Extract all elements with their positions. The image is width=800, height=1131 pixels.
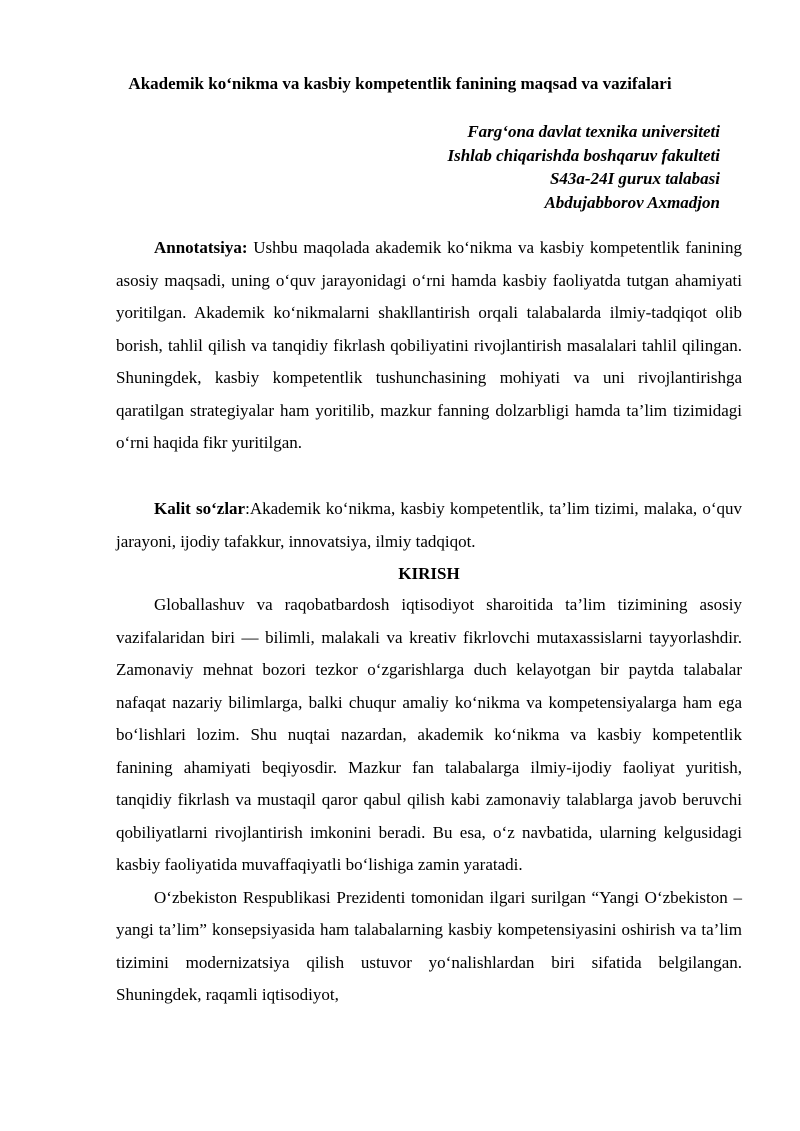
author-group: S43a-24I gurux talabasi xyxy=(549,169,720,188)
intro-section xyxy=(116,589,742,1012)
keywords-section xyxy=(116,493,742,558)
intro-paragraph-1: Globallashuv va raqobatbardosh iqtisodiyot sharoitida ta’lim tizimining asosiy vazifalaridan biri — bilimli, malakali va kreativ fikrlovchi mutaxassislarni tayyorlashdir. Zamonaviy mehnat bozori tezkor o‘zgarishlarga duch kelayotgan bir paytda talabalar nafaqat nazariy bilimlarga, balki chuqur amaliy ko‘nikma va kompetensiyalarga ham ega bo‘lishlari lozim. Shu nuqtai nazardan, akademik ko‘nikma va kasbiy kompetentlik fanining ahamiyati beqiyosdir. Mazkur fan talabalarga ilmiy-ijodiy faoliyat yuritish, tanqidiy fikrlash va mustaqil qaror qabul qilish kabi zamonaviy talablarga javob beruvchi qobiliyatlarni rivojlantirish imkonini beradi. Bu esa, o‘z navbatida, ularning kelgusidagi kasbiy faoliyatida muvaffaqiyatli bo‘lishiga zamin yaratadi. xyxy=(116,595,742,874)
abstract-label: Annotatsiya: xyxy=(154,238,248,257)
keywords-paragraph xyxy=(116,493,742,558)
abstract-section xyxy=(116,232,742,460)
intro-paragraph-2: O‘zbekiston Respublikasi Prezidenti tomonidan ilgari surilgan “Yangi O‘zbekiston – yangi ta’lim” konsepsiyasida ham talabalarning kasbiy kompetensiyasini oshirish va ta’lim tizimini modernizatsiya qilish ustuvor yo‘nalishlardan biri sifatida belgilangan. Shuningdek, raqamli iqtisodiyot, xyxy=(116,887,742,1004)
keywords-text: :Akademik ko‘nikma, kasbiy kompetentlik, ta’lim tizimi, malaka, o‘quv jarayoni, ijodiy tafakkur, innovatsiya, ilmiy tadqiqot. xyxy=(116,499,742,551)
author-block xyxy=(447,120,720,214)
abstract-paragraph xyxy=(116,232,742,460)
author-name: Abdujabborov Axmadjon xyxy=(544,192,720,212)
intro-heading: KIRISH xyxy=(398,564,460,583)
abstract-text: Ushbu maqolada akademik ko‘nikma va kasbiy kompetentlik fanining asosiy maqsadi, uning o‘quv jarayonidagi o‘rni hamda kasbiy faoliyatda tutgan ahamiyati yoritilgan. Akademik ko‘nikmalarni shakllantirish orqali talabalarda ilmiy-tadqiqot olib borish, tahlil qilish va tanqidiy fikrlash qobiliyatini rivojlantirish masalalari tahlil qilingan. Shuningdek, kasbiy kompetentlik tushunchasining mohiyati va uni rivojlantirishga qaratilgan strategiyalar ham yoritilib, mazkur fanning dolzarbligi hamda ta’lim tizimidagi o‘rni haqida fikr yuritilgan. xyxy=(116,238,742,452)
paper-title: Akademik ko‘nikma va kasbiy kompetentlik fanining maqsad va vazifalari xyxy=(128,74,672,93)
author-faculty: Ishlab chiqarishda boshqaruv fakulteti xyxy=(447,145,720,165)
author-university: Farg‘ona davlat texnika universiteti xyxy=(467,122,720,141)
keywords-label: Kalit so‘zlar xyxy=(154,499,246,518)
